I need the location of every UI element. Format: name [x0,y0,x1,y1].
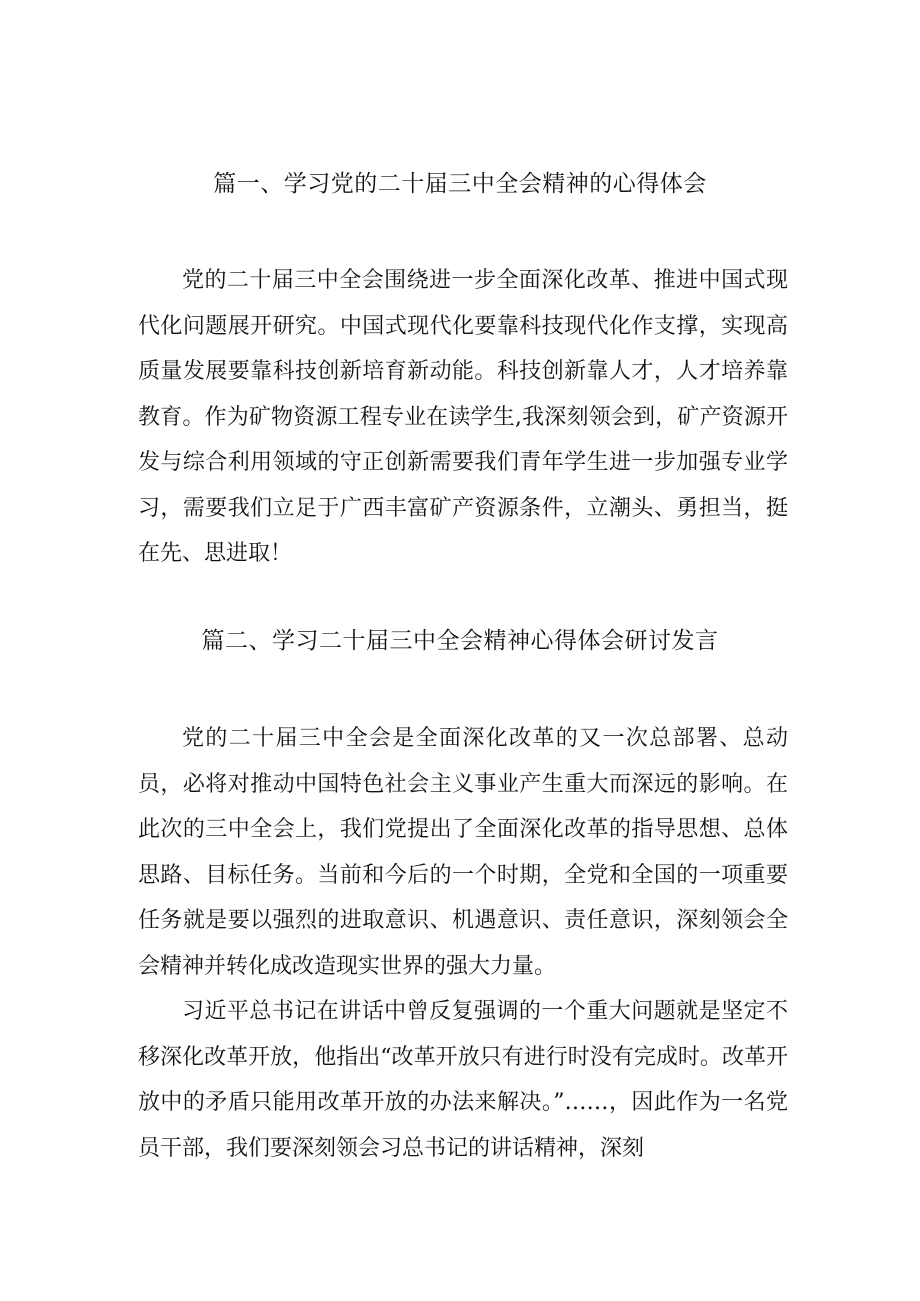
section-2-paragraph-1: 党的二十届三中全会是全面深化改革的又一次总部署、总动员，必将对推动中国特色社会主义事业产生重大而深远的影响。在此次的三中全会上，我们党提出了全面深化改革的指导思想、总体思路、目标任务。当前和今后的一个时期，全党和全国的一项重要任务就是要以强烈的进取意识、机遇意识、责任意识，深刻领会全会精神并转化成改造现实世界的强大力量。 [138,726,788,979]
section-2-paragraph-2: 习近平总书记在讲话中曾反复强调的一个重大问题就是坚定不移深化改革开放，他指出“改革开放只有进行时没有完成时。改革开放中的矛盾只能用改革开放的办法来解决。”……，因此作为一名党员干部，我们要深刻领会习总书记的讲话精神，深刻 [138,999,788,1161]
section-heading-1: 篇一、学习党的二十届三中全会精神的心得体会 [213,171,707,197]
section-1-paragraph-1: 党的二十届三中全会围绕进一步全面深化改革、推进中国式现代化问题展开研究。中国式现代化要靠科技现代化作支撑，实现高质量发展要靠科技创新培育新动能。科技创新靠人才，人才培养靠教育。作为矿物资源工程专业在读学生,我深刻领会到，矿产资源开发与综合利用领域的守正创新需要我们青年学生进一步加强专业学习，需要我们立足于广西丰富矿产资源条件，立潮头、勇担当，挺在先、思进取！ [138,268,788,566]
section-heading-2: 篇二、学习二十届三中全会精神心得体会研讨发言 [201,628,719,654]
